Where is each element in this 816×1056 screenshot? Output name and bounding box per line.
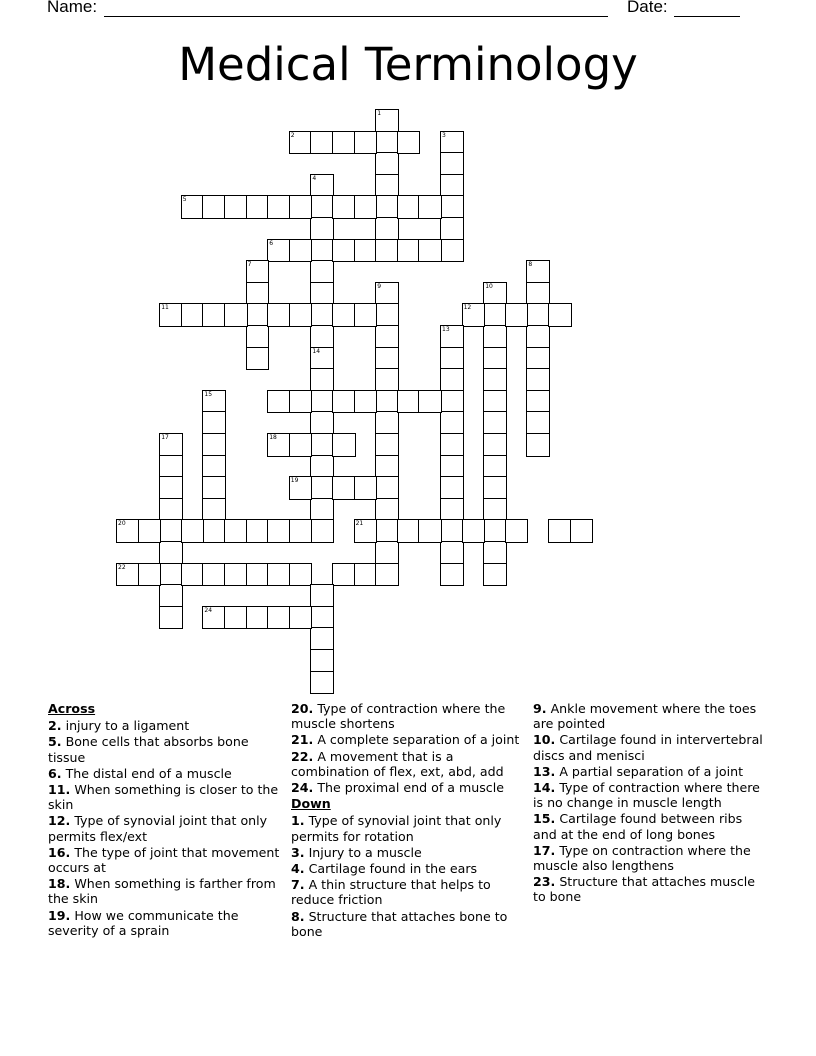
grid-cell[interactable] <box>440 131 464 155</box>
grid-cell[interactable] <box>483 563 507 587</box>
grid-cell[interactable] <box>332 303 356 327</box>
grid-cell[interactable] <box>116 519 140 543</box>
grid-cell[interactable] <box>289 195 313 219</box>
grid-cell[interactable] <box>570 519 594 543</box>
grid-cell[interactable] <box>310 174 334 198</box>
grid-cell[interactable] <box>246 260 270 284</box>
grid-cell[interactable] <box>375 368 399 392</box>
grid-cell[interactable] <box>440 476 464 500</box>
grid-cell[interactable] <box>483 541 507 565</box>
grid-cell[interactable] <box>181 195 205 219</box>
clue-item-text: Structure that attaches muscle to bone <box>533 874 755 905</box>
clue-item-number: 6. <box>48 765 62 781</box>
grid-cell[interactable] <box>375 282 399 306</box>
across-clue-list <box>48 718 280 938</box>
clue-item-text: How we communicate the severity of a sprain <box>48 907 239 938</box>
grid-cell[interactable] <box>310 476 334 500</box>
clue-item <box>48 766 280 781</box>
grid-cell[interactable] <box>267 519 291 543</box>
grid-cell[interactable] <box>483 368 507 392</box>
clue-item-text: Type of synovial joint that only permits flex/ext <box>48 813 268 844</box>
clue-item-text: When something is farther from the skin <box>48 876 276 907</box>
grid-cell[interactable] <box>440 455 464 479</box>
grid-cell[interactable] <box>397 390 421 414</box>
grid-cell[interactable] <box>138 563 162 587</box>
grid-cell[interactable] <box>202 476 226 500</box>
grid-cell[interactable] <box>289 476 313 500</box>
clue-number: 11 <box>161 304 169 312</box>
clue-item <box>533 843 765 873</box>
clue-item-number: 12. <box>48 813 71 829</box>
grid-cell[interactable] <box>202 411 226 435</box>
grid-cell[interactable] <box>354 239 378 263</box>
grid-cell[interactable] <box>375 347 399 371</box>
clue-item-text: A partial separation of a joint <box>555 763 744 779</box>
grid-cell[interactable] <box>548 303 572 327</box>
clue-item-number: 3. <box>291 844 305 860</box>
grid-cell[interactable] <box>181 563 205 587</box>
grid-cell[interactable] <box>440 563 464 587</box>
grid-cell[interactable] <box>483 325 507 349</box>
clue-number: 14 <box>312 347 321 355</box>
grid-cell[interactable] <box>310 260 334 284</box>
grid-cell[interactable] <box>310 411 334 435</box>
clue-item-number: 24. <box>291 780 314 796</box>
clue-number: 10 <box>485 282 493 290</box>
grid-cell[interactable] <box>310 390 334 414</box>
down-clue-list <box>291 813 523 939</box>
grid-cell[interactable] <box>310 671 334 695</box>
grid-cell[interactable] <box>224 303 248 327</box>
grid-cell[interactable] <box>246 195 270 219</box>
grid-cell[interactable] <box>526 433 550 457</box>
grid-cell[interactable] <box>375 239 399 263</box>
clue-item <box>533 874 765 904</box>
clue-item-text: A movement that is a combination of flex, ext, abd, add <box>291 748 504 779</box>
clue-number: 1 <box>377 110 382 117</box>
grid-cell[interactable] <box>289 433 313 457</box>
grid-cell[interactable] <box>375 195 399 219</box>
grid-cell[interactable] <box>202 390 226 414</box>
grid-cell[interactable] <box>310 649 334 673</box>
clue-number: 6 <box>269 239 274 247</box>
clue-item-number: 2. <box>48 718 62 734</box>
grid-cell[interactable] <box>181 519 205 543</box>
clue-item <box>48 876 280 906</box>
grid-cell[interactable] <box>310 217 334 241</box>
clue-item-number: 17. <box>533 842 556 858</box>
grid-cell[interactable] <box>267 433 291 457</box>
clue-number: 20 <box>118 520 126 528</box>
grid-cell[interactable] <box>375 433 399 457</box>
crossword-grid <box>116 109 606 694</box>
name-label: Name: <box>47 0 98 16</box>
grid-cell[interactable] <box>310 455 334 479</box>
grid-cell[interactable] <box>418 239 442 263</box>
grid-cell[interactable] <box>440 152 464 176</box>
grid-cell[interactable] <box>310 303 334 327</box>
grid-cell[interactable] <box>267 195 291 219</box>
grid-cell[interactable] <box>483 476 507 500</box>
grid-cell[interactable] <box>526 347 550 371</box>
grid-cell[interactable] <box>375 109 399 133</box>
grid-cell[interactable] <box>267 390 291 414</box>
across-clue-list-continued <box>291 701 523 795</box>
clue-number: 18 <box>269 434 277 441</box>
clues-column-1 <box>48 701 280 939</box>
grid-cell[interactable] <box>483 455 507 479</box>
grid-cell[interactable] <box>332 195 356 219</box>
clue-item <box>533 732 765 762</box>
clue-item-number: 10. <box>533 732 556 748</box>
clue-item-text: Cartilage found between ribs and at the end of long bones <box>533 811 743 842</box>
grid-cell[interactable] <box>418 519 442 543</box>
clue-item-number: 1. <box>291 813 305 829</box>
grid-cell[interactable] <box>289 239 313 263</box>
clue-number: 24 <box>204 606 213 614</box>
date-line[interactable] <box>674 16 740 17</box>
clue-item <box>48 718 280 733</box>
grid-cell[interactable] <box>246 325 270 349</box>
grid-cell[interactable] <box>310 368 334 392</box>
grid-cell[interactable] <box>246 303 270 327</box>
grid-cell[interactable] <box>526 325 550 349</box>
grid-cell[interactable] <box>375 411 399 435</box>
grid-cell[interactable] <box>375 174 399 198</box>
grid-cell[interactable] <box>418 195 442 219</box>
clue-item-text: The proximal end of a muscle <box>313 780 504 796</box>
date-label: Date: <box>627 0 668 16</box>
clue-item-text: Type on contraction where the muscle also lengthens <box>533 842 751 874</box>
grid-cell[interactable] <box>224 519 248 543</box>
grid-cell[interactable] <box>310 325 334 349</box>
grid-cell[interactable] <box>483 390 507 414</box>
grid-cell[interactable] <box>440 174 464 198</box>
grid-cell[interactable] <box>440 390 464 414</box>
clue-item <box>291 909 523 939</box>
grid-cell[interactable] <box>159 584 183 608</box>
clue-item <box>533 701 765 731</box>
grid-cell[interactable] <box>440 217 464 241</box>
grid-cell[interactable] <box>310 584 334 608</box>
clue-item-number: 5. <box>48 734 62 750</box>
clue-number: 13 <box>442 326 450 333</box>
grid-cell[interactable] <box>375 476 399 500</box>
grid-cell[interactable] <box>181 303 205 327</box>
grid-cell[interactable] <box>375 131 399 155</box>
grid-cell[interactable] <box>310 131 334 155</box>
grid-cell[interactable] <box>440 498 464 522</box>
grid-cell[interactable] <box>483 433 507 457</box>
grid-cell[interactable] <box>440 368 464 392</box>
grid-cell[interactable] <box>267 606 291 630</box>
clue-number: 19 <box>290 477 299 485</box>
grid-cell[interactable] <box>440 325 464 349</box>
grid-cell[interactable] <box>462 303 486 327</box>
clues-column-2 <box>291 701 523 940</box>
clue-item-number: 21. <box>291 732 314 748</box>
grid-cell[interactable] <box>202 195 226 219</box>
clue-number: 5 <box>182 196 187 204</box>
clue-item-text: Structure that attaches bone to bone <box>291 908 508 939</box>
grid-cell[interactable] <box>224 563 248 587</box>
grid-cell[interactable] <box>375 325 399 349</box>
clue-item-number: 18. <box>48 876 71 892</box>
clue-item <box>291 877 523 907</box>
clue-number: 17 <box>161 434 169 441</box>
grid-cell[interactable] <box>289 390 313 414</box>
grid-cell[interactable] <box>354 195 378 219</box>
grid-cell[interactable] <box>375 541 399 565</box>
clue-item-text: When something is closer to the skin <box>48 782 279 813</box>
grid-cell[interactable] <box>375 455 399 479</box>
clue-item-number: 11. <box>48 782 71 798</box>
grid-cell[interactable] <box>375 303 399 327</box>
clue-item-text: A complete separation of a joint <box>313 732 520 748</box>
clue-number: 8 <box>528 261 533 269</box>
grid-cell[interactable] <box>289 303 313 327</box>
grid-cell[interactable] <box>202 519 226 543</box>
grid-cell[interactable] <box>483 411 507 435</box>
grid-cell[interactable] <box>505 303 529 327</box>
grid-cell[interactable] <box>375 217 399 241</box>
grid-cell[interactable] <box>548 519 572 543</box>
grid-cell[interactable] <box>505 519 529 543</box>
grid-cell[interactable] <box>332 131 356 155</box>
grid-cell[interactable] <box>440 519 464 543</box>
grid-cell[interactable] <box>375 152 399 176</box>
clue-number: 15 <box>204 390 213 398</box>
clue-item-text: A thin structure that helps to reduce friction <box>291 877 491 908</box>
grid-cell[interactable] <box>202 498 226 522</box>
grid-cell[interactable] <box>483 282 507 306</box>
clue-item <box>291 749 523 779</box>
clue-item <box>48 908 280 938</box>
grid-cell[interactable] <box>202 455 226 479</box>
grid-cell[interactable] <box>159 541 183 565</box>
grid-cell[interactable] <box>397 131 421 155</box>
grid-cell[interactable] <box>483 498 507 522</box>
clue-item <box>533 780 765 810</box>
grid-cell[interactable] <box>159 476 183 500</box>
clue-item-text: Cartilage found in intervertebral discs and menisci <box>533 732 763 763</box>
clue-item <box>533 764 765 779</box>
down-clue-list-continued <box>533 701 765 905</box>
grid-cell[interactable] <box>354 563 378 587</box>
clue-item-number: 23. <box>533 874 556 890</box>
clue-item <box>291 845 523 860</box>
clue-item-number: 16. <box>48 844 71 860</box>
grid-cell[interactable] <box>483 519 507 543</box>
grid-cell[interactable] <box>440 195 464 219</box>
grid-cell[interactable] <box>354 519 378 543</box>
grid-cell[interactable] <box>159 433 183 457</box>
clue-item-number: 13. <box>533 763 556 779</box>
grid-cell[interactable] <box>202 563 226 587</box>
grid-cell[interactable] <box>332 239 356 263</box>
grid-cell[interactable] <box>354 476 378 500</box>
grid-cell[interactable] <box>159 455 183 479</box>
grid-cell[interactable] <box>332 433 356 457</box>
page-title: Medical Terminology <box>178 38 638 91</box>
grid-cell[interactable] <box>267 563 291 587</box>
grid-cell[interactable] <box>440 239 464 263</box>
clue-number: 4 <box>312 174 317 182</box>
grid-cell[interactable] <box>267 303 291 327</box>
clue-item-number: 7. <box>291 877 305 893</box>
clue-item <box>291 813 523 843</box>
grid-cell[interactable] <box>159 563 183 587</box>
grid-cell[interactable] <box>483 303 507 327</box>
clue-item <box>533 811 765 841</box>
grid-cell[interactable] <box>526 260 550 284</box>
grid-cell[interactable] <box>246 519 270 543</box>
clue-number: 9 <box>377 282 382 290</box>
clue-number: 7 <box>247 261 252 269</box>
grid-cell[interactable] <box>375 563 399 587</box>
across-heading: Across <box>48 701 96 716</box>
name-line[interactable] <box>104 16 608 17</box>
grid-cell[interactable] <box>310 433 334 457</box>
clue-item-text: The distal end of a muscle <box>61 765 232 781</box>
grid-cell[interactable] <box>246 347 270 371</box>
grid-cell[interactable] <box>526 303 550 327</box>
grid-cell[interactable] <box>116 563 140 587</box>
grid-cell[interactable] <box>246 563 270 587</box>
clue-item <box>291 732 523 747</box>
clue-item-number: 22. <box>291 748 314 764</box>
grid-cell[interactable] <box>418 390 442 414</box>
clue-item-text: Cartilage found in the ears <box>304 861 478 877</box>
grid-cell[interactable] <box>332 390 356 414</box>
grid-cell[interactable] <box>332 476 356 500</box>
grid-cell[interactable] <box>202 303 226 327</box>
grid-cell[interactable] <box>397 239 421 263</box>
grid-cell[interactable] <box>246 606 270 630</box>
grid-cell[interactable] <box>310 282 334 306</box>
grid-cell[interactable] <box>310 606 334 630</box>
grid-cell[interactable] <box>354 390 378 414</box>
grid-cell[interactable] <box>375 519 399 543</box>
clue-number: 12 <box>463 304 472 312</box>
grid-cell[interactable] <box>159 606 183 630</box>
grid-cell[interactable] <box>462 519 486 543</box>
grid-cell[interactable] <box>332 563 356 587</box>
grid-cell[interactable] <box>267 239 291 263</box>
clue-number: 21 <box>355 520 364 528</box>
grid-cell[interactable] <box>289 606 313 630</box>
clues-column-3 <box>533 701 765 906</box>
grid-cell[interactable] <box>310 239 334 263</box>
grid-cell[interactable] <box>526 390 550 414</box>
clue-item <box>48 782 280 812</box>
grid-cell[interactable] <box>440 411 464 435</box>
clue-item <box>291 861 523 876</box>
clue-item-text: Bone cells that absorbs bone tissue <box>48 734 249 765</box>
clue-item-number: 20. <box>291 701 314 716</box>
grid-cell[interactable] <box>159 519 183 543</box>
clue-number: 22 <box>118 563 126 571</box>
clue-item-text: Type of contraction where there is no change in muscle length <box>533 780 760 811</box>
clue-item <box>48 845 280 875</box>
clue-item <box>291 701 523 731</box>
grid-cell[interactable] <box>289 563 313 587</box>
grid-cell[interactable] <box>310 498 334 522</box>
grid-cell[interactable] <box>159 303 183 327</box>
clue-item-text: Ankle movement where the toes are pointed <box>533 701 757 732</box>
grid-cell[interactable] <box>440 433 464 457</box>
grid-cell[interactable] <box>310 519 334 543</box>
clue-item-number: 14. <box>533 780 556 796</box>
clue-number: 3 <box>442 131 446 139</box>
grid-cell[interactable] <box>483 347 507 371</box>
grid-cell[interactable] <box>138 519 162 543</box>
grid-cell[interactable] <box>159 498 183 522</box>
grid-cell[interactable] <box>310 627 334 651</box>
grid-cell[interactable] <box>224 195 248 219</box>
clue-item <box>48 734 280 764</box>
clue-item-text: injury to a ligament <box>61 718 190 734</box>
grid-cell[interactable] <box>224 606 248 630</box>
grid-cell[interactable] <box>526 282 550 306</box>
clue-item-text: Injury to a muscle <box>304 844 422 860</box>
clue-item-number: 8. <box>291 908 305 924</box>
grid-cell[interactable] <box>354 303 378 327</box>
grid-cell[interactable] <box>526 411 550 435</box>
clue-item-text: The type of joint that movement occurs at <box>48 844 280 876</box>
grid-cell[interactable] <box>246 282 270 306</box>
clue-item-text: Type of synovial joint that only permits for rotation <box>291 813 502 844</box>
grid-cell[interactable] <box>526 368 550 392</box>
grid-cell[interactable] <box>440 541 464 565</box>
clue-item-text: Type of contraction where the muscle shortens <box>291 701 506 732</box>
clue-item-number: 15. <box>533 811 556 827</box>
clue-item <box>48 813 280 843</box>
down-heading: Down <box>291 796 331 812</box>
grid-cell[interactable] <box>354 131 378 155</box>
clue-item <box>291 780 523 795</box>
grid-cell[interactable] <box>440 347 464 371</box>
grid-cell[interactable] <box>375 390 399 414</box>
worksheet-header <box>0 0 816 24</box>
grid-cell[interactable] <box>397 519 421 543</box>
clue-item-number: 19. <box>48 907 71 923</box>
grid-cell[interactable] <box>289 519 313 543</box>
grid-cell[interactable] <box>289 131 313 155</box>
clue-item-number: 9. <box>533 701 547 716</box>
grid-cell[interactable] <box>202 433 226 457</box>
grid-cell[interactable] <box>397 195 421 219</box>
grid-cell[interactable] <box>375 498 399 522</box>
grid-cell[interactable] <box>310 347 334 371</box>
grid-cell[interactable] <box>202 606 226 630</box>
clue-item-number: 4. <box>291 861 305 877</box>
grid-cell[interactable] <box>310 195 334 219</box>
clue-number: 2 <box>290 131 295 139</box>
